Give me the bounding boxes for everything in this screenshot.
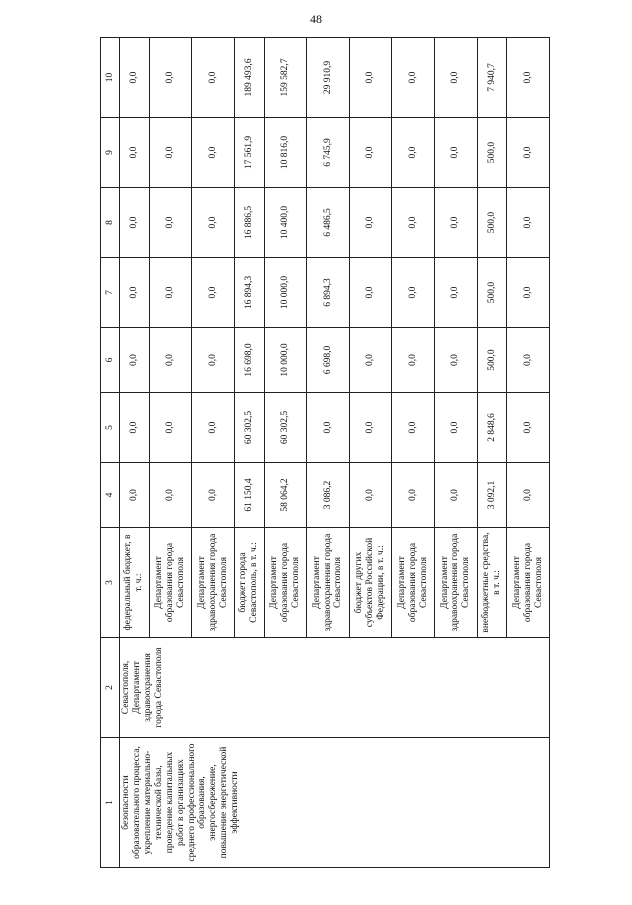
- value-cell: 0,0: [507, 463, 550, 528]
- col-header-4: 4: [101, 463, 120, 528]
- col-header-10: 10: [101, 38, 120, 118]
- value-cell: 0,0: [192, 188, 235, 258]
- measure-description: безопасности образовательного процесса, укрепление материально-технической базы, проведение капитальных работ в организациях среднего профессионального образования, энергосбережение, повышение энергетической эффективности: [120, 738, 550, 868]
- funding-source: внебюджетные средства, в т. ч.:: [477, 528, 507, 638]
- col-header-6: 6: [101, 328, 120, 393]
- funding-source: Департамент образования города Севастополя: [392, 528, 435, 638]
- funding-source: Департамент здравоохранения города Севастополя: [435, 528, 478, 638]
- value-cell: 500,0: [477, 258, 507, 328]
- value-cell: 60 302,5: [234, 393, 264, 463]
- value-cell: 0,0: [192, 258, 235, 328]
- value-cell: 0,0: [507, 258, 550, 328]
- value-cell: 0,0: [507, 393, 550, 463]
- value-cell: 0,0: [192, 328, 235, 393]
- col-header-7: 7: [101, 258, 120, 328]
- value-cell: 0,0: [349, 38, 392, 118]
- value-cell: 0,0: [349, 118, 392, 188]
- value-cell: 0,0: [392, 118, 435, 188]
- value-cell: 10 400,0: [264, 188, 307, 258]
- value-cell: 0,0: [120, 258, 150, 328]
- value-cell: 60 302,5: [264, 393, 307, 463]
- value-cell: 0,0: [192, 118, 235, 188]
- table-row: [120, 38, 150, 868]
- value-cell: 2 848,6: [477, 393, 507, 463]
- value-cell: 0,0: [349, 328, 392, 393]
- funding-source: федеральный бюджет, в т. ч.:: [120, 528, 150, 638]
- value-cell: 0,0: [307, 393, 350, 463]
- value-cell: 0,0: [507, 328, 550, 393]
- funding-source: Департамент здравоохранения города Севастополя: [307, 528, 350, 638]
- value-cell: 6 745,9: [307, 118, 350, 188]
- value-cell: 0,0: [392, 258, 435, 328]
- value-cell: 0,0: [392, 38, 435, 118]
- value-cell: 0,0: [120, 393, 150, 463]
- value-cell: 0,0: [435, 258, 478, 328]
- value-cell: 3 086,2: [307, 463, 350, 528]
- value-cell: 17 561,9: [234, 118, 264, 188]
- value-cell: 500,0: [477, 188, 507, 258]
- value-cell: 0,0: [435, 463, 478, 528]
- value-cell: 0,0: [149, 463, 192, 528]
- col-header-5: 5: [101, 393, 120, 463]
- budget-table: [100, 37, 550, 868]
- value-cell: 6 486,5: [307, 188, 350, 258]
- value-cell: 0,0: [349, 463, 392, 528]
- value-cell: 0,0: [349, 258, 392, 328]
- value-cell: 0,0: [149, 393, 192, 463]
- funding-source: Департамент образования города Севастополя: [507, 528, 550, 638]
- value-cell: 29 910,9: [307, 38, 350, 118]
- funding-source: бюджет других субъектов Российской Федерации, в т. ч.:: [349, 528, 392, 638]
- value-cell: 0,0: [507, 118, 550, 188]
- value-cell: 0,0: [149, 38, 192, 118]
- value-cell: 0,0: [392, 393, 435, 463]
- value-cell: 10 000,0: [264, 258, 307, 328]
- funding-source: Департамент здравоохранения города Севастополя: [192, 528, 235, 638]
- funding-source: Департамент образования города Севастополя: [264, 528, 307, 638]
- value-cell: 0,0: [192, 463, 235, 528]
- value-cell: 0,0: [349, 188, 392, 258]
- value-cell: 0,0: [149, 328, 192, 393]
- value-cell: 0,0: [149, 118, 192, 188]
- value-cell: 0,0: [120, 38, 150, 118]
- value-cell: 0,0: [349, 393, 392, 463]
- value-cell: 0,0: [149, 258, 192, 328]
- value-cell: 500,0: [477, 328, 507, 393]
- value-cell: 189 493,6: [234, 38, 264, 118]
- value-cell: 6 698,0: [307, 328, 350, 393]
- value-cell: 0,0: [435, 393, 478, 463]
- value-cell: 0,0: [392, 328, 435, 393]
- header-row: [101, 38, 120, 868]
- value-cell: 7 940,7: [477, 38, 507, 118]
- col-header-2: 2: [101, 638, 120, 738]
- col-header-3: 3: [101, 528, 120, 638]
- value-cell: 0,0: [435, 118, 478, 188]
- value-cell: 0,0: [435, 38, 478, 118]
- value-cell: 0,0: [120, 188, 150, 258]
- value-cell: 0,0: [435, 188, 478, 258]
- value-cell: 16 886,5: [234, 188, 264, 258]
- value-cell: 6 894,3: [307, 258, 350, 328]
- value-cell: 0,0: [120, 328, 150, 393]
- value-cell: 0,0: [120, 118, 150, 188]
- value-cell: 16 698,0: [234, 328, 264, 393]
- rotated-table-container: [100, 38, 550, 868]
- col-header-9: 9: [101, 118, 120, 188]
- value-cell: 159 582,7: [264, 38, 307, 118]
- value-cell: 0,0: [149, 188, 192, 258]
- value-cell: 10 000,0: [264, 328, 307, 393]
- funding-source: бюджет города Севастополь, в т. ч.:: [234, 528, 264, 638]
- col-header-8: 8: [101, 188, 120, 258]
- value-cell: 0,0: [392, 188, 435, 258]
- value-cell: 0,0: [435, 328, 478, 393]
- value-cell: 0,0: [192, 38, 235, 118]
- funding-source: Департамент образования города Севастополя: [149, 528, 192, 638]
- value-cell: 16 894,3: [234, 258, 264, 328]
- page-number: 48: [310, 12, 322, 26]
- value-cell: 0,0: [120, 463, 150, 528]
- value-cell: 61 150,4: [234, 463, 264, 528]
- value-cell: 58 064,2: [264, 463, 307, 528]
- value-cell: 10 816,0: [264, 118, 307, 188]
- executor-cell: Севастополя, Департамент здравоохранения города Севастополя: [120, 638, 550, 738]
- col-header-1: 1: [101, 738, 120, 868]
- value-cell: 0,0: [192, 393, 235, 463]
- value-cell: 0,0: [392, 463, 435, 528]
- value-cell: 500,0: [477, 118, 507, 188]
- value-cell: 3 092,1: [477, 463, 507, 528]
- value-cell: 0,0: [507, 38, 550, 118]
- value-cell: 0,0: [507, 188, 550, 258]
